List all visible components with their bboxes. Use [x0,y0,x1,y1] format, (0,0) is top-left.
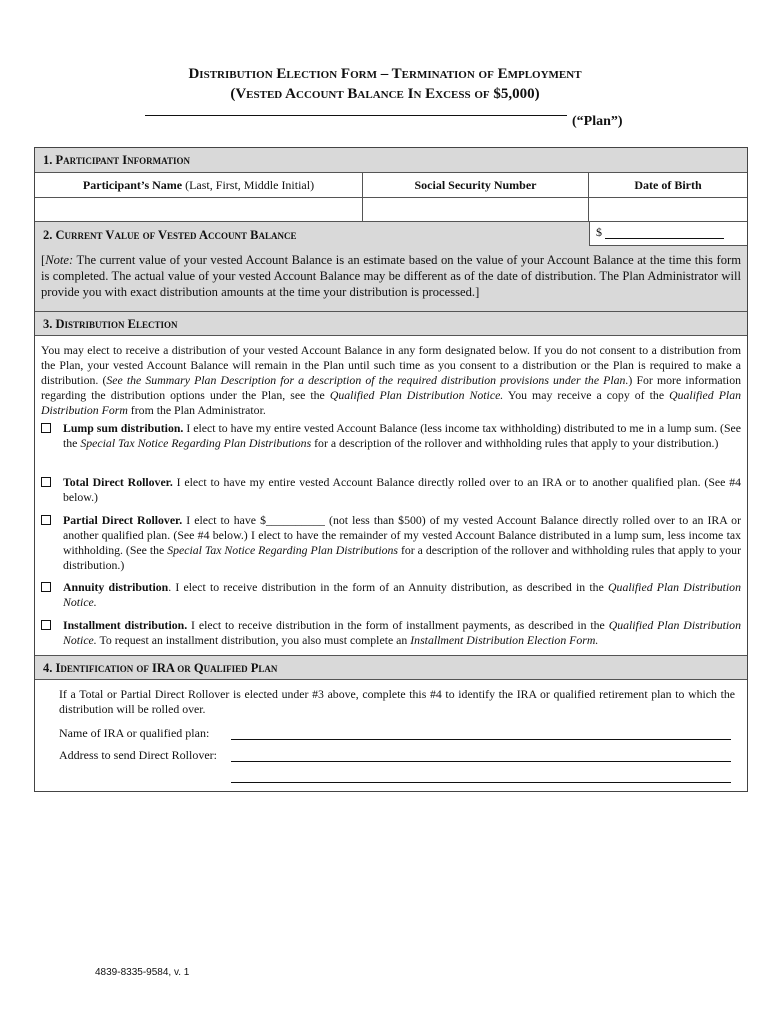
total-rollover-checkbox[interactable] [41,477,51,487]
document-id: 4839-8335-9584, v. 1 [95,967,190,978]
rollover-address-label: Address to send Direct Rollover: [59,748,217,762]
form-title-line1: Distribution Election Form – Termination of Employment [188,66,582,82]
rollover-address-field-2[interactable] [231,781,731,783]
section2-header: 2. Current Value of Vested Account Balance [43,228,297,242]
option-installment[interactable] [41,618,741,650]
participant-entry-row [35,198,747,222]
dollar-sign: $ [596,225,602,239]
option-lump-sum[interactable] [41,421,741,469]
option-partial-rollover[interactable] [41,513,741,575]
section3-body [35,336,747,654]
section1-header: 1. Participant Information [35,148,747,173]
lump-sum-text: Lump sum distribution. I elect to have my entire vested Account Balance (less income tax withholding) distributed to me in a lump sum. (See the Special Tax Notice Regarding Plan Distributions for a description of the rollover and withholding rules that apply to your distribution.) [63,421,741,450]
plan-label: (“Plan”) [572,114,623,129]
dob-header: Date of Birth [634,178,702,192]
option-annuity[interactable] [41,580,741,612]
ira-name-field[interactable] [231,738,731,740]
participant-name-field[interactable] [35,198,363,221]
dob-field[interactable] [589,198,747,221]
lump-sum-checkbox[interactable] [41,423,51,433]
balance-field[interactable] [589,222,747,246]
total-rollover-text: Total Direct Rollover. I elect to have my entire vested Account Balance directly rolled over to an IRA or to another qualified plan. (See #4 below.) [63,475,741,504]
section3-header: 3. Distribution Election [35,311,747,336]
ira-name-label: Name of IRA or qualified plan: [59,726,210,740]
participant-column-headers [35,173,747,198]
section4-body [35,680,747,790]
annuity-text: Annuity distribution. I elect to receive distribution in the form of an Annuity distribution, as described in the Qualified Plan Distribution Notice. [63,580,741,609]
form-title-line2: (Vested Account Balance In Excess of $5,000) [230,86,540,102]
section4-intro: If a Total or Partial Direct Rollover is elected under #3 above, complete this #4 to identify the IRA or qualified retirement plan to which the distribution will be rolled over. [59,687,735,716]
ssn-field[interactable] [363,198,589,221]
installment-text: Installment distribution. I elect to receive distribution in the form of installment payments, as described in the Qualified Plan Distribution Notice. To request an installment distribution, you also must complete an Installment Distribution Election Form. [63,618,741,647]
installment-checkbox[interactable] [41,620,51,630]
rollover-address-field-1[interactable] [231,760,731,762]
participant-name-header: Participant’s Name (Last, First, Middle Initial) [35,173,363,197]
partial-rollover-checkbox[interactable] [41,515,51,525]
section3-intro: You may elect to receive a distribution of your vested Account Balance in any form designated below. If you do not consent to a distribution from the Plan, your vested Account Balance will remain in the Plan until such time as you consent to a distribution or the Plan is required to make a distribution. (See the Summary Plan Description for a description of the required distribution provisions under the Plan.) For more information regarding the distribution options under the Plan, see the Qualified Plan Distribution Notice. You may receive a copy of the Qualified Plan Distribution Form from the Plan Administrator. [41,343,741,417]
ssn-header: Social Security Number [363,173,589,197]
section4-header: 4. Identification of IRA or Qualified Plan [35,655,747,680]
option-total-rollover[interactable] [41,475,741,507]
balance-underline [605,237,724,239]
section2-note: [Note: The current value of your vested Account Balance is an estimate based on the value of your Account Balance at the time this form is completed. The actual value of your vested Account Balance may be different as of the date of distribution. The Plan Administrator will provide you with exact distribution amounts at the time your distribution is processed.] [41,253,741,299]
section2-block [35,222,747,311]
election-form [34,147,748,792]
plan-name-field[interactable] [145,114,567,116]
annuity-checkbox[interactable] [41,582,51,592]
partial-rollover-text: Partial Direct Rollover. I elect to have $__________ (not less than $500) of my vested Account Balance directly rolled over to an IRA or another qualified plan. (See #4 below.) I elect to have the remainder of my vested Account Balance distributed in a lump sum, less income tax withholding. (See the Special Tax Notice Regarding Plan Distributions for a description of the rollover and withholding rules that apply to your distribution.) [63,513,742,572]
